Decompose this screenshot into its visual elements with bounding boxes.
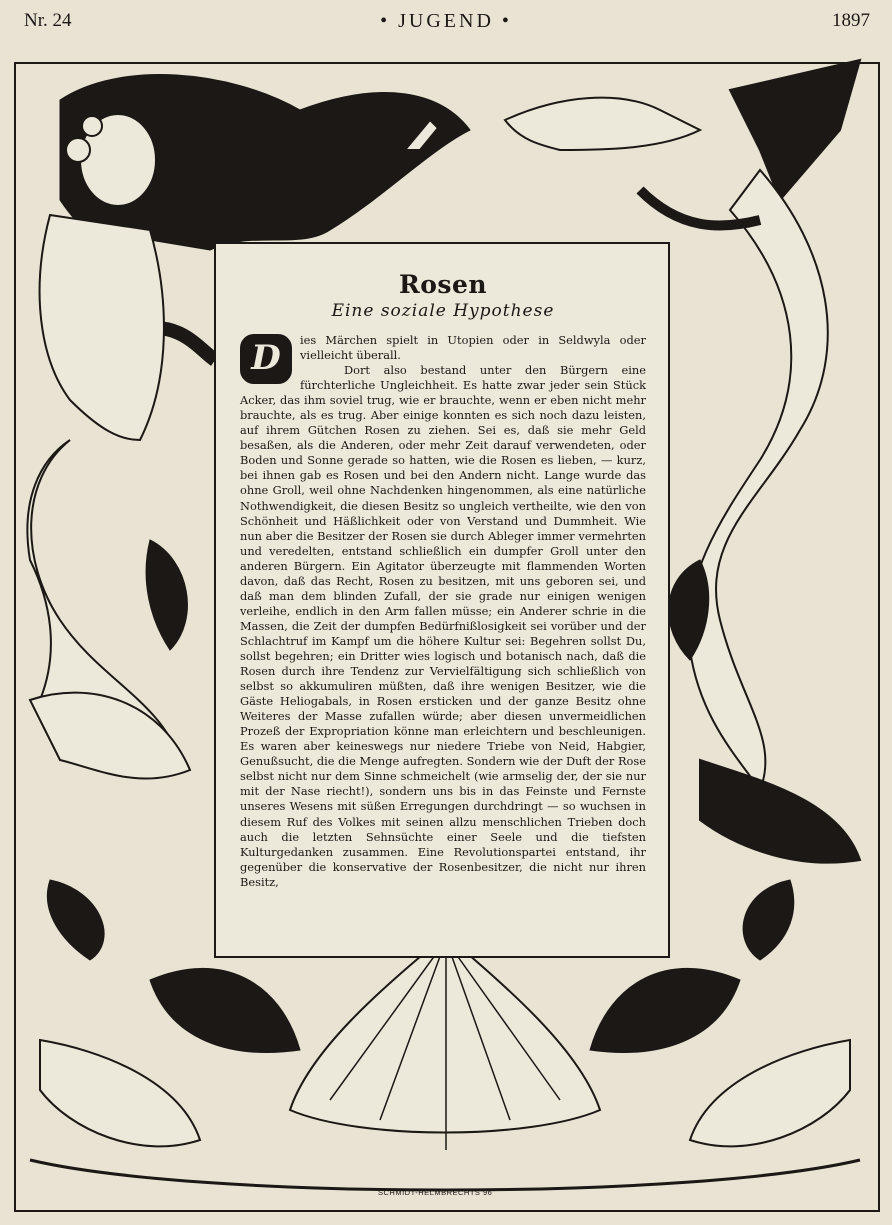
paragraph-2: Dort also bestand unter den Bürgern eine fürchterliche Ungleichheit. Es hatte zwar jeder sein Stück Acker, das ihm soviel trug, wie er brauchte, wenn er eben nicht mehr brauchte, als es trug. Aber einige konnten es sich noch dazu leisten, auf ihrem Gütchen Rosen zu ziehen. Sei es, daß sie mehr Geld besaßen, als die Anderen, oder mehr Zeit darauf verwendeten, oder Boden und Sonne gerade so hatten, wie die Rosen es lieben, — kurz, bei ihnen gab es Rosen und bei den Andern nicht. Lange wurde das ohne Groll, weil ohne Nachdenken hingenommen, als eine natürliche Nothwendigkeit, die diesen Besitz so ungleich vertheilte, wie den von Schönheit und Häßlichkeit oder von Verstand und Dummheit. Wie nun aber die Besitzer der Rosen sie durch Ableger immer vermehrten und veredelten, entstand schließlich ein dumpfer Groll unter den anderen Bürgern. Ein Agitator überzeugte mit flammenden Worten davon, daß das Recht, Rosen zu besitzen, mit uns geboren sei, und daß man dem blinden Zufall, der sie grade nur einigen wenigen verleihe, endlich in den Arm fallen müsse; ein Anderer schrie in die Massen, die Zeit der dumpfen Bedürfnißlosigkeit sei vorüber und der Schlachtruf im Kampf um die höhere Kultur sei: Begehren sollst Du, sollst begehren; ein Dritter wies logisch und botanisch nach, daß die Rosen durch ihre Tendenz zur Vervielfältigung sich schließlich von selbst so akkumuliren müßten, daß ihre wenigen Besitzer, wie die Gäste Heliogabals, in Rosen ersticken und der ganze Besitz ohne Weiteres der Masse zufallen würde; aber diesen unvermeidlichen Prozeß der Expropriation könne man erleichtern und beschleunigen. Es waren aber keineswegs nur niedere Triebe von Neid, Habgier, Genußsucht, die die Menge aufregten. Sondern wie der Duft der Rose selbst nicht nur dem Sinne schmeichelt (wie armselig der, der sie nur mit der Nase riecht!), sondern uns bis in das Feinste und Fernste unseres Wesens mit süßen Erregungen durchdringt — so wuchsen in diesem Ruf des Volkes mit seinen allzu menschlichen Trieben doch auch die letzten Sehnsüchte einer Seele und die tiefsten Kulturgedanken zusammen. Eine Revolutionspartei entstand, ihr gegenüber die konservative der Rosenbesitzer, die nicht nur ihren Besitz, — [240, 363, 646, 889]
rose-ornament — [66, 138, 90, 162]
magazine-title: • JUGEND • — [380, 10, 512, 32]
leaf-ornament — [146, 540, 187, 650]
central-shell — [290, 935, 600, 1133]
artist-signature: SCHMIDT-HELMBRECHTS 96 — [378, 1188, 493, 1197]
dragon-tail-fin — [700, 760, 860, 863]
dragon-body — [688, 170, 827, 790]
leaf-ornament — [47, 880, 104, 960]
bottom-flower-right — [690, 1040, 850, 1146]
bottom-leaf-left — [150, 968, 300, 1052]
publication-year: 1897 — [832, 10, 870, 31]
article-body — [240, 333, 646, 890]
mermaid-torso — [40, 215, 164, 440]
article-title: Rosen — [398, 270, 488, 299]
leaf-ornament — [743, 880, 794, 960]
dragon-head — [505, 98, 700, 150]
paragraph-1: ies Märchen spielt in Utopien oder in Seldwyla oder vielleicht überall. — [300, 333, 646, 363]
bottom-flower-left — [40, 1040, 200, 1146]
bottom-leaf-right — [590, 968, 740, 1052]
article-subtitle: Eine soziale Hypothese — [331, 301, 555, 321]
dragon-wing — [730, 60, 860, 200]
issue-number: Nr. 24 — [24, 10, 72, 31]
bottom-swirl — [30, 1160, 860, 1190]
rose-ornament — [82, 116, 102, 136]
article-panel — [214, 242, 670, 958]
decorative-initial: D — [240, 334, 292, 384]
mermaid-fin — [30, 693, 190, 779]
